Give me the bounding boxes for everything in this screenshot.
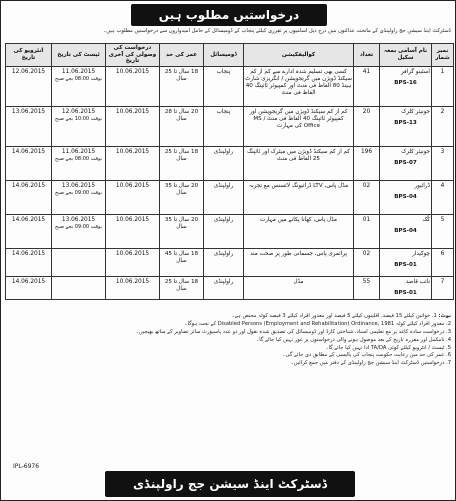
count-cell: 196 <box>354 146 380 180</box>
test-date-cell <box>52 66 106 106</box>
count-cell: 55 <box>354 276 380 299</box>
domicile-cell: راولپنڈی <box>204 146 244 180</box>
interview-date-cell: 14.06.2015 <box>6 146 52 180</box>
ipl-number: IPL-6976 <box>13 463 40 470</box>
qualification-cell: مڈل <box>244 276 354 299</box>
test-date-cell <box>52 180 106 214</box>
col-header: کوالیفکیشن <box>244 44 354 67</box>
age-cell: 18 سال تا 25 سال <box>160 146 204 180</box>
serial-cell: 1 <box>432 66 454 106</box>
age-cell: 20 سال تا 35 سال <box>160 214 204 248</box>
age-cell: 18 سال تا 25 سال <box>160 276 204 299</box>
test-time: بوقت 08:00 بجے صبح <box>54 155 102 162</box>
count-cell: 20 <box>354 106 380 146</box>
col-header: تعداد <box>354 44 380 67</box>
test-date: 11.06.2015 <box>61 68 96 75</box>
qualification-cell: مڈل پاس، کھانا پکانے میں مہارت <box>244 214 354 248</box>
test-date-cell <box>52 146 106 180</box>
post-cell <box>380 180 432 214</box>
post-cell <box>380 248 432 276</box>
serial-cell: 6 <box>432 248 454 276</box>
test-time: بوقت 09:00 بجے صبح <box>54 223 102 230</box>
interview-date-cell: 12.06.2015 <box>6 66 52 106</box>
qualification-cell: کم از کم سیکنڈ ڈویژن میں میٹرک اور ٹائپنگ 25 الفاظ فی منٹ <box>244 146 354 180</box>
last-date-cell: 10.06.2015 <box>106 146 160 180</box>
test-time: بوقت 10:00 بجے صبح <box>54 115 102 122</box>
col-header: نمبر شمار <box>432 44 454 67</box>
serial-cell: 3 <box>432 146 454 180</box>
test-date-cell <box>52 276 106 299</box>
col-header: ٹیسٹ کی تاریخ <box>52 44 106 67</box>
ad-intro: ڈسٹرکٹ اینڈ سیشن جج راولپنڈی کے ماتحت عدالتوں میں درج ذیل آسامیوں پر تقرری کیلئے پنجاب کے ڈومیسائل کے حامل اُمیدواروں سے درخواستیں مطلوب ہیں۔ <box>103 28 451 34</box>
interview-date-cell: 14.06.2015 <box>6 180 52 214</box>
domicile-cell: راولپنڈی <box>204 180 244 214</box>
col-header: انٹرویو کی تاریخ <box>6 44 52 67</box>
vacancy-table <box>5 43 454 300</box>
notes-label: نوٹ: <box>438 313 451 319</box>
post-scale: BPS-13 <box>394 119 417 126</box>
post-name: جونیئر کلرک <box>401 148 430 155</box>
domicile-cell: راولپنڈی <box>204 214 244 248</box>
qualification-cell: پرائمری پاس، جسمانی طور پر صحت مند <box>244 248 354 276</box>
test-date-cell <box>52 248 106 276</box>
col-header: درخواست کی وصولی کی آخری تاریخ <box>106 44 160 67</box>
last-date-cell: 10.06.2015 <box>106 214 160 248</box>
domicile-cell: پنجاب <box>204 106 244 146</box>
last-date-cell: 10.06.2015 <box>106 248 160 276</box>
interview-date-cell: 14.06.2015 <box>6 214 52 248</box>
post-scale: BPS-04 <box>394 227 417 234</box>
post-name: اسٹینو گرافر <box>400 68 430 75</box>
domicile-cell: راولپنڈی <box>204 276 244 299</box>
last-date-cell: 10.06.2015 <box>106 180 160 214</box>
issuing-authority: ڈسٹرکٹ اینڈ سیشن جج راولپنڈی <box>105 471 355 497</box>
qualification-cell: مڈل پاس، LTV ڈرائیونگ لائسنس مع تجربہ <box>244 180 354 214</box>
test-date: 12.06.2015 <box>61 108 96 115</box>
note-line: 1. خواتین کیلئے 15 فیصد، اقلیتوں کیلئے 5 فیصد اور معذور افراد کیلئے 3 فیصد کوٹہ مختص ہے۔ <box>231 313 437 319</box>
table-row <box>6 146 454 180</box>
note-line: 7. درخواستیں ڈسٹرکٹ اینڈ سیشن جج راولپنڈی کے دفتر میں جمع کرائیں۔ <box>290 360 451 367</box>
table-row <box>6 180 454 214</box>
count-cell: 41 <box>354 66 380 106</box>
age-cell: 20 سال تا 28 سال <box>160 106 204 146</box>
note-line: 5. ٹیسٹ / انٹرویو کیلئے کوئی TA/DA ادا نہیں کیا جائے گا۔ <box>325 344 451 351</box>
interview-date-cell: 14.06.2015 <box>6 276 52 299</box>
note-line: 2. معذور افراد کیلئے کوٹہ Disabled Persons (Employment and Rehabilitation) Ordinance, 1981 کے تحت ہوگا۔ <box>184 320 451 327</box>
post-cell <box>380 146 432 180</box>
test-date: 13.06.2015 <box>61 216 96 223</box>
note-line: 3. درخواست سادہ کاغذ پر مع تعلیمی اسناد، شناختی کارڈ اور ڈومیسائل کی تصدیق شدہ نقول اور دو عدد پاسپورٹ سائز تصاویر کے ساتھ بھیجیں۔ <box>135 328 451 335</box>
domicile-cell: پنجاب <box>204 66 244 106</box>
test-time: بوقت 09:00 بجے صبح <box>54 189 102 196</box>
table-row <box>6 248 454 276</box>
last-date-cell: 10.06.2015 <box>106 106 160 146</box>
notes-section <box>7 313 451 458</box>
post-scale: BPS-07 <box>394 159 417 166</box>
post-cell <box>380 66 432 106</box>
count-cell: 02 <box>354 180 380 214</box>
post-scale: BPS-16 <box>394 79 417 86</box>
age-cell: 18 سال تا 45 سال <box>160 248 204 276</box>
table-row <box>6 276 454 299</box>
serial-cell: 7 <box>432 276 454 299</box>
post-scale: BPS-04 <box>394 193 417 200</box>
age-cell: 20 سال تا 35 سال <box>160 180 204 214</box>
table-row <box>6 106 454 146</box>
post-scale: BPS-01 <box>394 261 417 268</box>
count-cell: 01 <box>354 214 380 248</box>
serial-cell: 5 <box>432 214 454 248</box>
test-time: بوقت 08:00 بجے صبح <box>54 75 102 82</box>
count-cell: 02 <box>354 248 380 276</box>
ad-title: درخواستیں مطلوب ہیں <box>131 4 327 26</box>
post-name: چوکیدار <box>412 250 430 257</box>
post-name: جونیئر کلرک <box>401 108 430 115</box>
table-row <box>6 66 454 106</box>
post-name: کُک <box>422 216 430 223</box>
post-name: ڈرائیور <box>414 182 430 189</box>
post-cell <box>380 214 432 248</box>
qualification-cell: کسی بھی تسلیم شدہ ادارے سے کم از کم سیکنڈ ڈویژن میں گریجویشن / انگریزی شارٹ ہینڈ 80 الفاظ فی منٹ اور کمپیوٹر ٹائپنگ 40 الفاظ فی منٹ <box>244 66 354 106</box>
serial-cell: 2 <box>432 106 454 146</box>
last-date-cell: 10.06.2015 <box>106 276 160 299</box>
col-header: ڈومیسائل <box>204 44 244 67</box>
test-date: 13.06.2015 <box>61 182 96 189</box>
post-name: نائب قاصد <box>405 278 430 285</box>
test-date: 11.06.2015 <box>61 148 96 155</box>
col-header: نام آسامی بمعہ سکیل <box>380 44 432 67</box>
qualification-cell: کم از کم سیکنڈ ڈویژن میں گریجویشن اور کمپیوٹر ٹائپنگ 40 الفاظ فی منٹ / MS Office کی مہارت <box>244 106 354 146</box>
domicile-cell: راولپنڈی <box>204 248 244 276</box>
test-date-cell <box>52 106 106 146</box>
serial-cell: 4 <box>432 180 454 214</box>
note-line: 6. عمر کی حد میں رعایت حکومت پنجاب کی پالیسی کے مطابق دی جائے گی۔ <box>282 352 451 359</box>
last-date-cell: 10.06.2015 <box>106 66 160 106</box>
interview-date-cell: 13.06.2015 <box>6 106 52 146</box>
post-cell <box>380 276 432 299</box>
interview-date-cell: 14.06.2015 <box>6 248 52 276</box>
post-scale: BPS-01 <box>394 289 417 296</box>
note-line: 4. نامکمل اور مقررہ تاریخ کے بعد موصول ہونے والی درخواستوں پر غور نہیں کیا جائے گا۔ <box>256 336 451 343</box>
test-date-cell <box>52 214 106 248</box>
post-cell <box>380 106 432 146</box>
table-header-row <box>6 44 454 67</box>
age-cell: 18 سال تا 25 سال <box>160 66 204 106</box>
col-header: عمر کی حد <box>160 44 204 67</box>
table-row <box>6 214 454 248</box>
